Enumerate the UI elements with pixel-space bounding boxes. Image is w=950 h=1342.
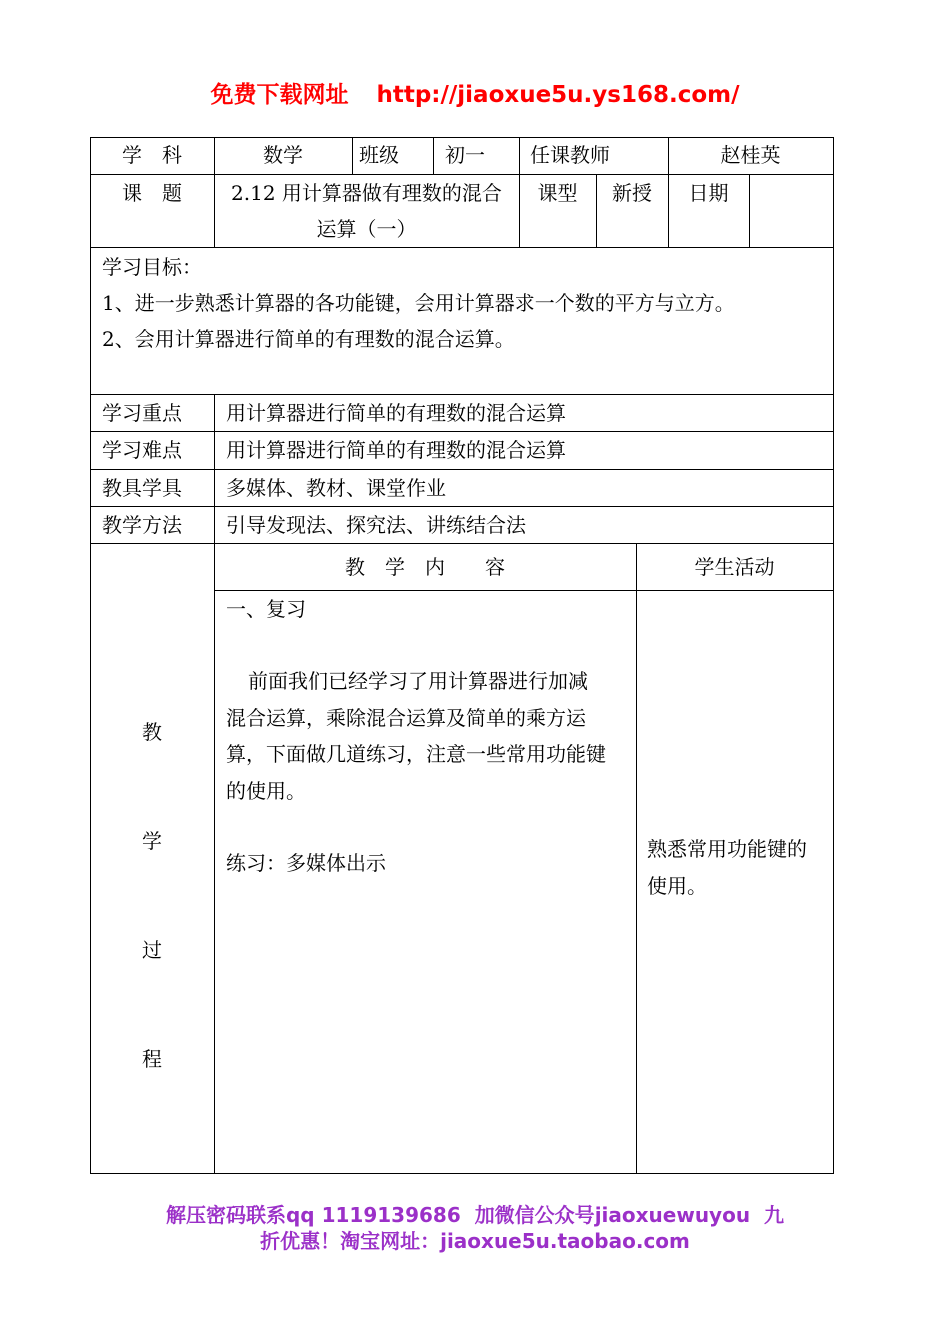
content-header: 教 学 内 容 — [345, 555, 505, 579]
goal-item: 1、进一步熟悉计算器的各功能键，会用计算器求一个数的平方与立方。 — [102, 291, 735, 315]
teacher-value: 赵桂英 — [720, 143, 781, 167]
subject-value: 数学 — [263, 143, 303, 167]
teacher-label: 任课教师 — [530, 143, 610, 167]
footer-qq: qq 1119139686 — [285, 1203, 461, 1227]
topic-label: 课 题 — [122, 181, 182, 205]
date-label: 日期 — [688, 181, 729, 205]
difficulty-label: 学习难点 — [102, 438, 182, 462]
footer-taobao-link[interactable]: jiaoxue5u.taobao.com — [440, 1229, 690, 1253]
type-value: 新授 — [612, 181, 652, 205]
content-line: 混合运算，乘除混合运算及简单的乘方运 — [226, 706, 586, 730]
header-url[interactable]: http://jiaoxue5u.ys168.com/ — [376, 82, 740, 108]
footer-line-1 — [0, 1199, 950, 1228]
type-label: 课型 — [537, 181, 578, 205]
header-label: 免费下载网址 — [210, 82, 349, 108]
difficulty-value: 用计算器进行简单的有理数的混合运算 — [226, 438, 566, 462]
content-line: 的使用。 — [226, 779, 306, 803]
practice-line: 练习：多媒体出示 — [226, 851, 386, 875]
footer-wechat: jiaoxuewuyou — [594, 1203, 751, 1227]
process-char: 过 — [142, 938, 162, 962]
activity-header: 学生活动 — [694, 555, 775, 579]
footer-text: 加微信公众号 — [474, 1203, 595, 1227]
process-char: 学 — [142, 829, 162, 853]
footer-text: 解压密码联系 — [165, 1203, 286, 1227]
class-label: 班级 — [359, 143, 399, 167]
topic-line-1: 2.12 用计算器做有理数的混合 — [231, 181, 502, 205]
method-label: 教学方法 — [102, 513, 182, 537]
activity-line: 使用。 — [647, 874, 707, 898]
process-char: 程 — [142, 1047, 162, 1071]
process-char: 教 — [142, 720, 162, 744]
focus-label: 学习重点 — [102, 401, 182, 425]
tools-label: 教具学具 — [102, 476, 182, 500]
section-title: 一、复习 — [226, 597, 306, 621]
subject-label: 学 科 — [122, 143, 182, 167]
footer-text: 九 — [764, 1203, 785, 1227]
footer-text: 折优惠！淘宝网址： — [260, 1229, 441, 1253]
method-value: 引导发现法、探究法、讲练结合法 — [226, 513, 526, 537]
content-line: 前面我们已经学习了用计算器进行加减 — [248, 669, 588, 693]
topic-line-2: 运算（一） — [316, 217, 417, 241]
focus-value: 用计算器进行简单的有理数的混合运算 — [226, 401, 566, 425]
activity-line: 熟悉常用功能键的 — [647, 837, 807, 861]
goals-title: 学习目标： — [102, 255, 202, 279]
content-line: 算，下面做几道练习，注意一些常用功能键 — [226, 742, 606, 766]
tools-value: 多媒体、教材、课堂作业 — [226, 476, 446, 500]
goal-item: 2、会用计算器进行简单的有理数的混合运算。 — [102, 327, 515, 351]
header-download-link[interactable] — [0, 76, 950, 109]
footer-line-2 — [0, 1225, 950, 1254]
class-value: 初一 — [445, 143, 485, 167]
